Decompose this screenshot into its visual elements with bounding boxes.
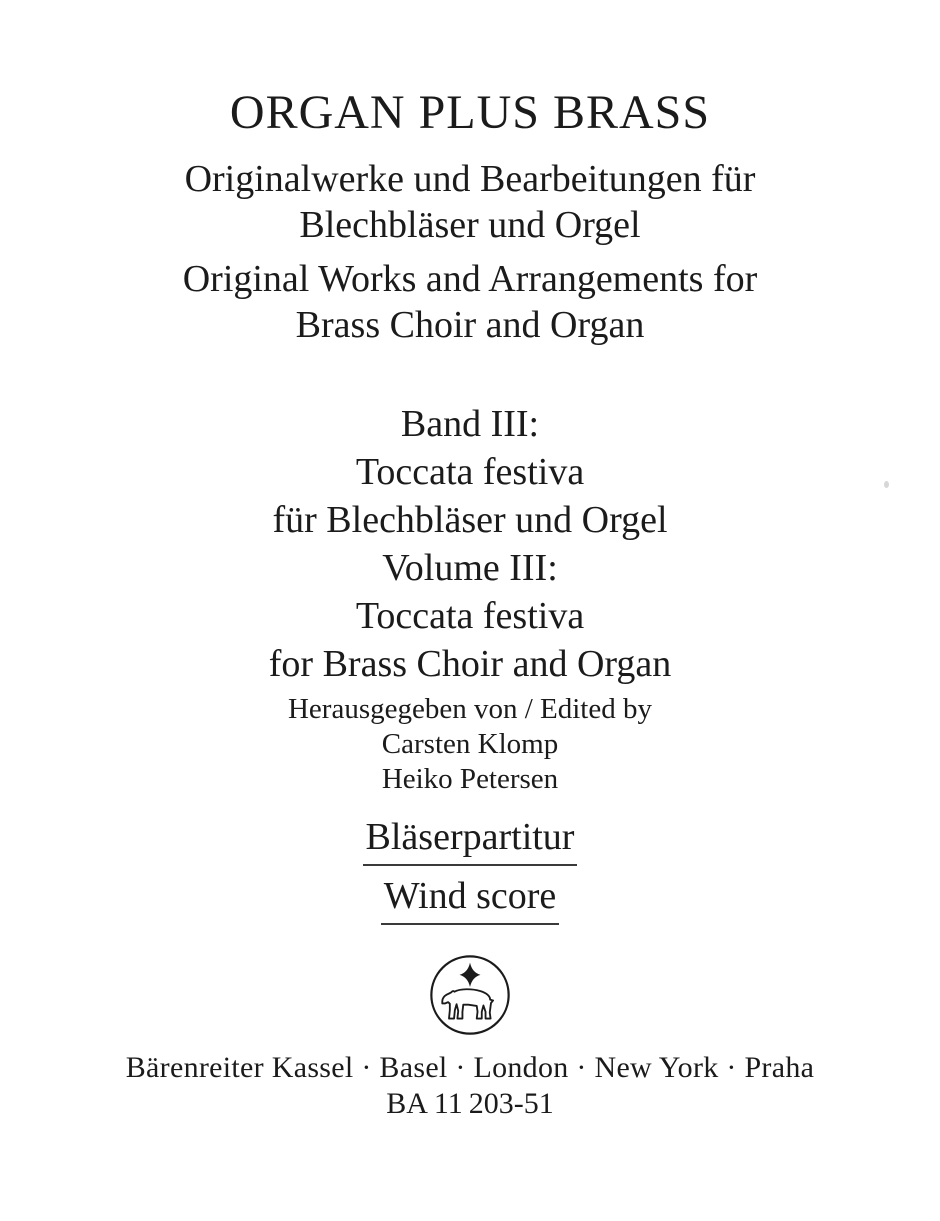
volume-number-german: Band III: — [400, 403, 540, 445]
work-scoring-english: for Brass Choir and Organ — [268, 643, 672, 685]
editor-name-2: Heiko Petersen — [381, 763, 559, 795]
scan-artifact-speck — [884, 481, 889, 488]
volume-info-german — [0, 400, 940, 544]
volume-number-english: Volume III: — [382, 547, 558, 589]
main-title: ORGAN PLUS BRASS — [229, 86, 711, 139]
score-type-english-label: Wind score — [381, 874, 560, 925]
work-scoring-german: für Blechbläser und Orgel — [272, 499, 668, 541]
score-type-english — [0, 874, 940, 925]
score-type-german-label: Bläserpartitur — [363, 815, 578, 866]
editors-heading: Herausgegeben von / Edited by — [287, 693, 652, 725]
star-icon — [460, 963, 481, 987]
volume-info-english — [0, 544, 940, 688]
bear-icon — [442, 989, 493, 1018]
subtitle-english — [0, 256, 940, 348]
publisher-cities: Bärenreiter Kassel · Basel · London · New York · Praha — [125, 1051, 815, 1084]
work-title-english: Toccata festiva — [355, 595, 585, 637]
subtitle-english-line2: Brass Choir and Organ — [295, 304, 645, 346]
score-type-german — [0, 815, 940, 866]
subtitle-german-line1: Originalwerke und Bearbeitungen für — [184, 158, 756, 200]
editors-block — [0, 692, 940, 797]
catalog-number: BA 11 203-51 — [386, 1087, 554, 1120]
baerenreiter-logo-icon — [428, 953, 512, 1037]
subtitle-english-line1: Original Works and Arrangements for — [182, 258, 758, 300]
subtitle-german-line2: Blechbläser und Orgel — [299, 204, 641, 246]
work-title-german: Toccata festiva — [355, 451, 585, 493]
publisher-logo — [0, 953, 940, 1037]
subtitle-german — [0, 156, 940, 248]
editor-name-1: Carsten Klomp — [381, 728, 559, 760]
